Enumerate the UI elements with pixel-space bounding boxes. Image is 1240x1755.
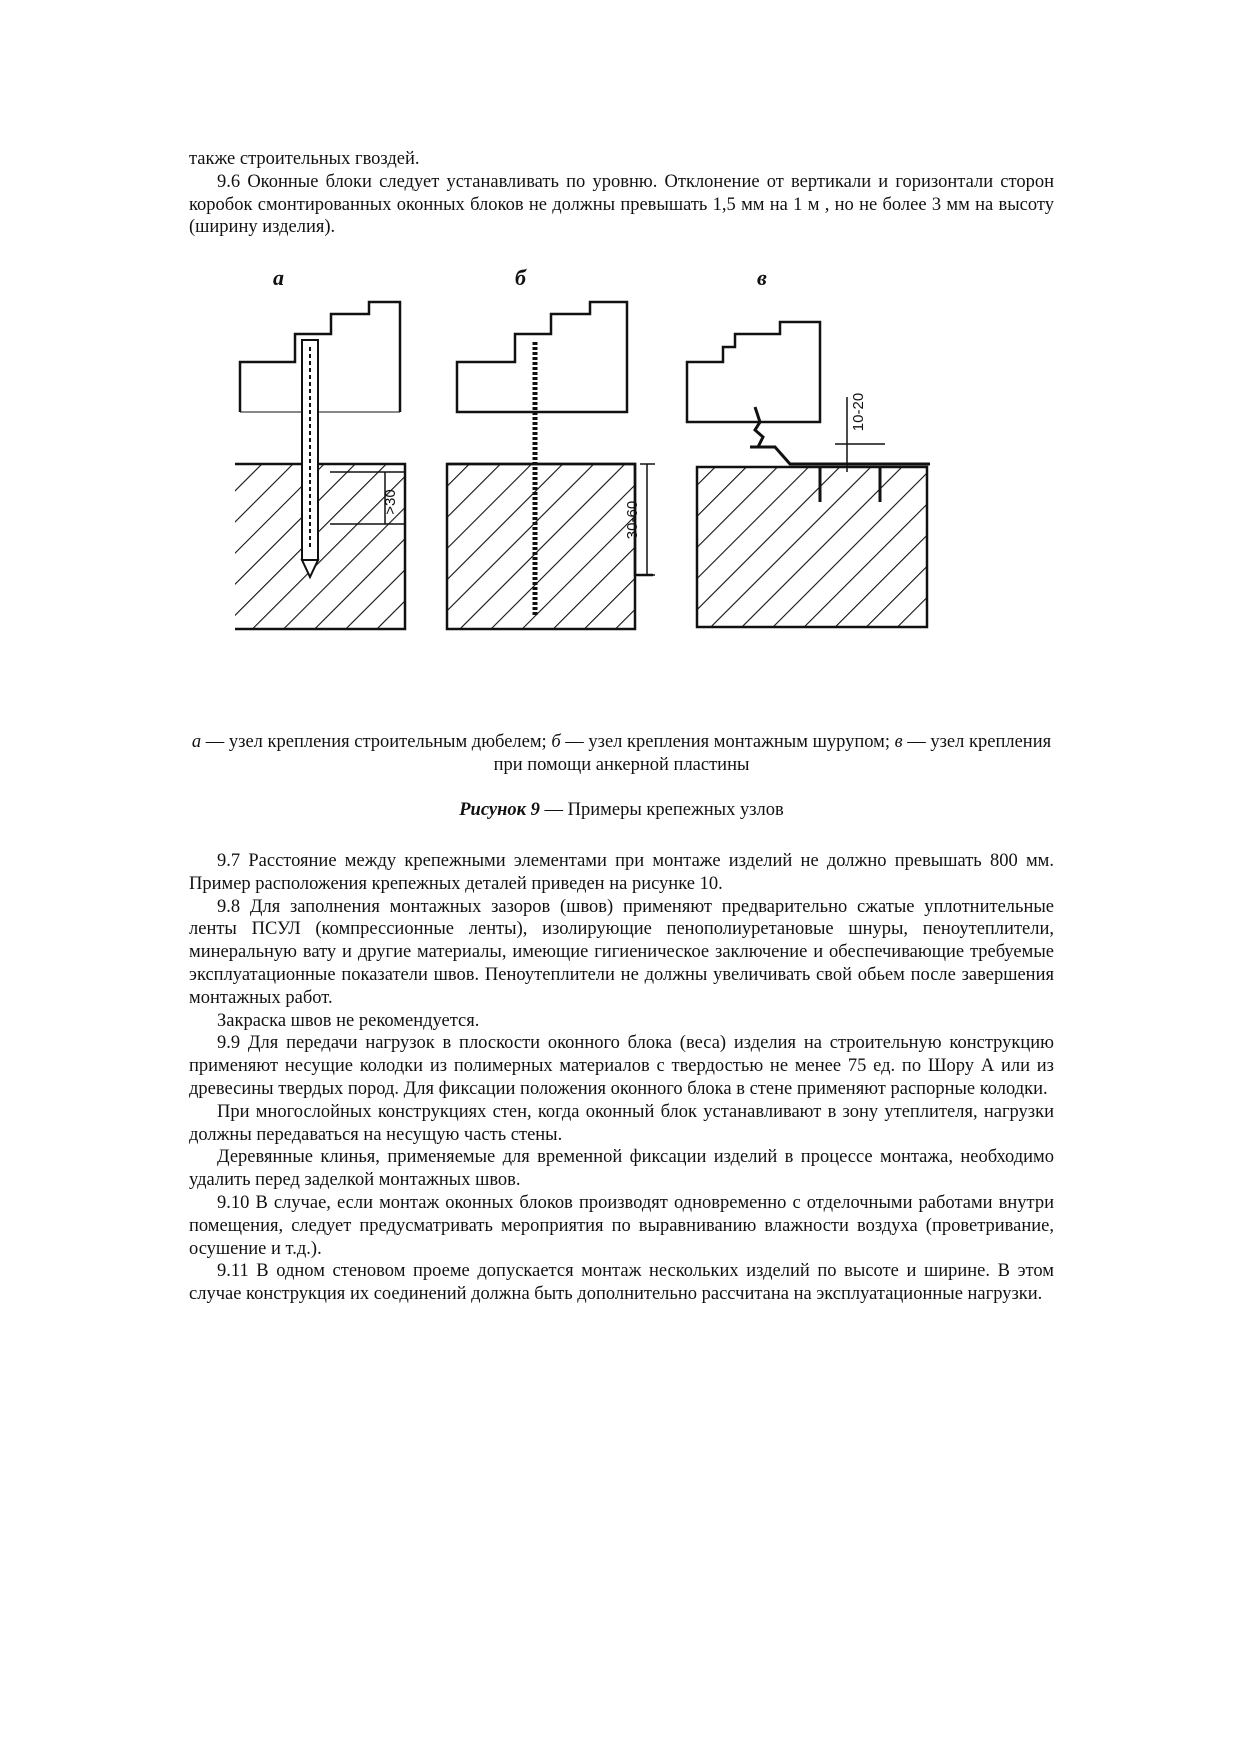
subfigure-letter-v: в: [757, 265, 767, 290]
paragraph-9-8-note: Закраска швов не рекомендуется.: [217, 1010, 480, 1031]
caption-letter-c: в: [894, 732, 903, 752]
paragraph-9-9: 9.9 Для передачи нагрузок в плоскости оконного блока (веса) изделия на строительную конструкцию применяют несущие колодки из полимерных материалов с твердостью не менее 75 ед. по Шору А или из древесины твердых пород. Для фиксации положения оконного блока в стене применяют распорные колодки.: [189, 1033, 1054, 1099]
subfigure-a-dowel: [235, 302, 405, 629]
figure-title-label: Рисунок 9: [459, 800, 540, 820]
caption-text-b: — узел крепления монтажным шурупом;: [560, 732, 895, 752]
paragraph-9-9-wedges: Деревянные клинья, применяемые для временной фиксации изделий в процессе монтажа, необходимо удалить перед заделкой монтажных швов.: [189, 1147, 1054, 1191]
subfigure-b-screw: [447, 302, 655, 629]
figure-title: [189, 800, 1054, 821]
figure-caption: [189, 731, 1054, 777]
dimension-c: 10-20: [850, 392, 867, 432]
subfigure-letter-a: а: [273, 265, 284, 290]
subfigure-letter-b: б: [515, 265, 526, 290]
subfigure-c-anchor: [687, 322, 930, 627]
figure-9-fastening-nodes: [235, 262, 1045, 732]
dimension-a: >30: [382, 489, 399, 515]
paragraph-9-6: 9.6 Оконные блоки следует устанавливать по уровню. Отклонение от вертикали и горизонтали сторон коробок смонтированных оконных блоков не должны превышать 1,5 мм на 1 м , но не более 3 мм на высоту (ширину изделия).: [189, 171, 1054, 238]
paragraph-continuation: также строительных гвоздей.: [189, 149, 420, 169]
paragraph-9-8: 9.8 Для заполнения монтажных зазоров (швов) применяют предварительно сжатые уплотнительные ленты ПСУЛ (компрессионные ленты), изолирующие пенополиуретановые шнуры, пеноутеплители, минеральную вату и другие материалы, имеющие гигиеническое заключение и обеспечивающие требуемые эксплуатационные показатели швов. Пеноутеплители не должны увеличивать свой обьем после завершения монтажных работ.: [189, 896, 1054, 1008]
dimension-b: 30-60: [624, 500, 641, 540]
paragraph-9-9-multilayer: При многослойных конструкциях стен, когда оконный блок устанавливают в зону утеплителя, нагрузки должны передаваться на несущую часть стены.: [189, 1101, 1054, 1145]
caption-letter-a: а: [191, 732, 202, 752]
top-paragraphs: [189, 148, 1054, 239]
figure-title-text: — Примеры крепежных узлов: [539, 800, 784, 820]
paragraph-9-7: 9.7 Расстояние между крепежными элементами при монтаже изделий не должно превышать 800 мм. Пример расположения крепежных деталей приведен на рисунке 10.: [189, 851, 1054, 894]
body-paragraphs: [189, 850, 1054, 1306]
paragraph-9-10: 9.10 В случае, если монтаж оконных блоков производят одновременно с отделочными работами внутри помещения, следует предусматривать мероприятия по выравниванию влажности воздуха (проветривание, осушение и т.д.).: [189, 1192, 1054, 1259]
caption-letter-b: б: [551, 732, 561, 752]
paragraph-9-11: 9.11 В одном стеновом проеме допускается монтаж нескольких изделий по высоте и ширине. В этом случае конструкция их соединений должна быть дополнительно рассчитана на эксплуатационные нагрузки.: [189, 1261, 1054, 1305]
caption-text-c: — узел крепления при помощи анкерной пластины: [493, 732, 1052, 775]
caption-text-a: — узел крепления строительным дюбелем;: [201, 732, 552, 752]
